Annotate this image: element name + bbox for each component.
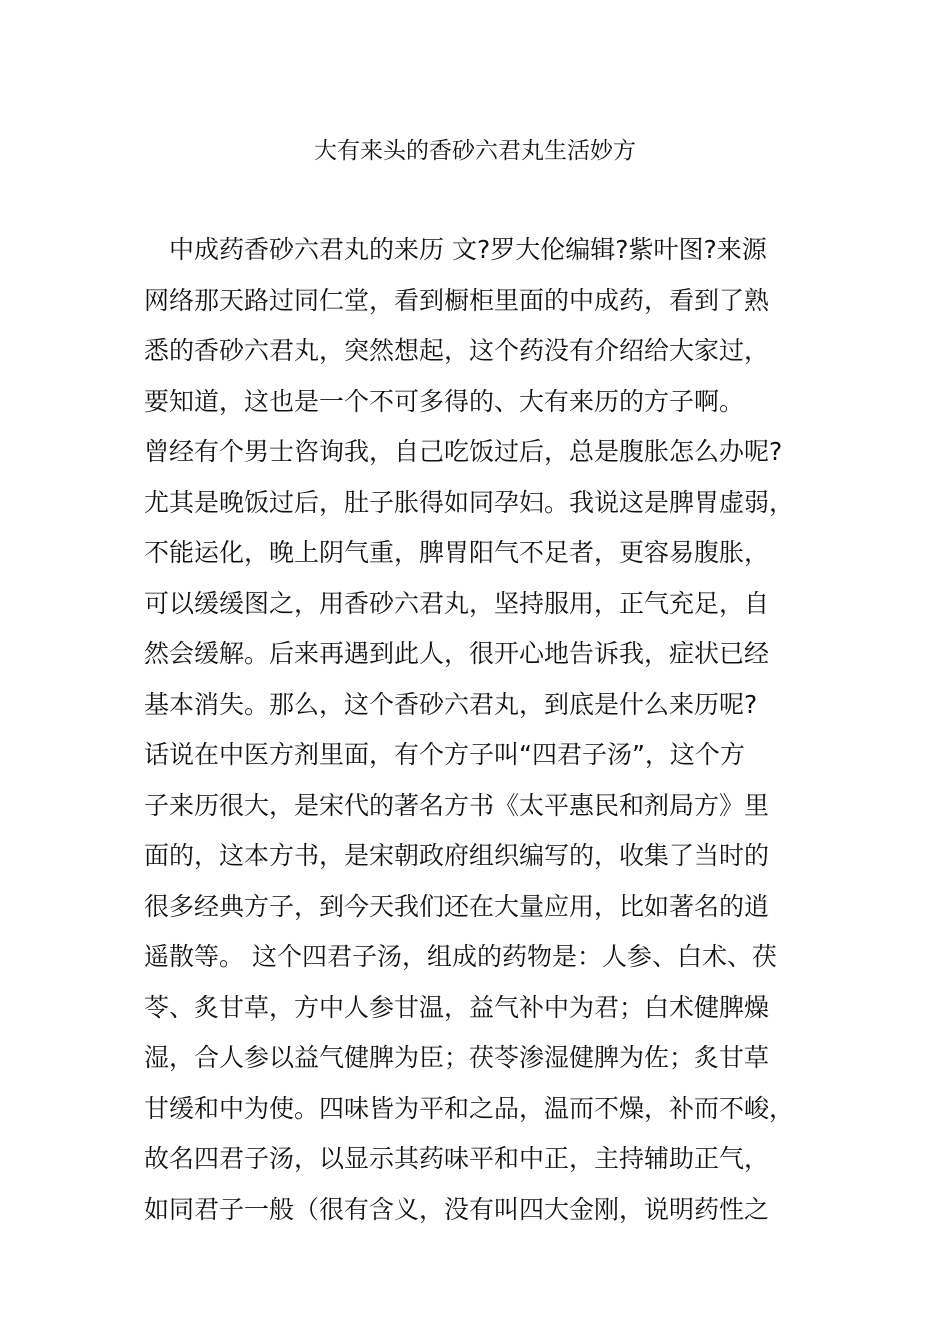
body-line: 网络那天路过同仁堂，看到橱柜里面的中成药，看到了熟	[144, 285, 770, 315]
body-line: 湿，合人参以益气健脾为臣；茯苓渗湿健脾为佐；炙甘草	[144, 1043, 770, 1072]
body-line: 曾经有个男士咨询我，自己吃饭过后，总是腹胀怎么办呢?	[144, 437, 783, 466]
body-line: 遥散等。 这个四君子汤，组成的药物是：人参、白术、茯	[144, 942, 777, 971]
body-line: 可以缓缓图之，用香砂六君丸，坚持服用，正气充足，自	[144, 588, 770, 618]
body-line: 然会缓解。后来再遇到此人，很开心地告诉我，症状已经	[144, 639, 770, 668]
body-line: 如同君子一般（很有含义，没有叫四大金刚，说明药性之	[144, 1194, 770, 1224]
body-line: 很多经典方子，到今天我们还在大量应用，比如著名的逍	[144, 891, 770, 921]
body-line: 中成药香砂六君丸的来历 文?罗大伦编辑?紫叶图?来源	[144, 235, 767, 264]
body-line: 尤其是晚饭过后，肚子胀得如同孕妇。我说这是脾胃虚弱，	[144, 487, 795, 517]
body-line: 悉的香砂六君丸，突然想起，这个药没有介绍给大家过，	[144, 336, 770, 365]
document-title: 大有来头的香砂六君丸生活妙方	[314, 138, 636, 164]
body-line: 子来历很大，是宋代的著名方书《太平惠民和剂局方》里	[144, 790, 770, 820]
body-line: 故名四君子汤，以显示其药味平和中正，主持辅助正气，	[144, 1144, 770, 1173]
document-body	[144, 232, 804, 1242]
body-line: 面的，这本方书，是宋朝政府组织编写的，收集了当时的	[144, 841, 770, 870]
body-line: 要知道，这也是一个不可多得的、大有来历的方子啊。	[144, 386, 745, 416]
body-line: 苓、炙甘草，方中人参甘温，益气补中为君；白术健脾燥	[144, 992, 770, 1022]
body-line: 话说在中医方剂里面，有个方子叫“四君子汤”，这个方	[144, 740, 745, 769]
body-line: 甘缓和中为使。四味皆为平和之品，温而不燥，补而不峻，	[144, 1093, 795, 1123]
body-line: 不能运化，晚上阴气重，脾胃阳气不足者，更容易腹胀，	[144, 538, 770, 567]
body-line: 基本消失。那么，这个香砂六君丸，到底是什么来历呢?	[144, 689, 758, 719]
